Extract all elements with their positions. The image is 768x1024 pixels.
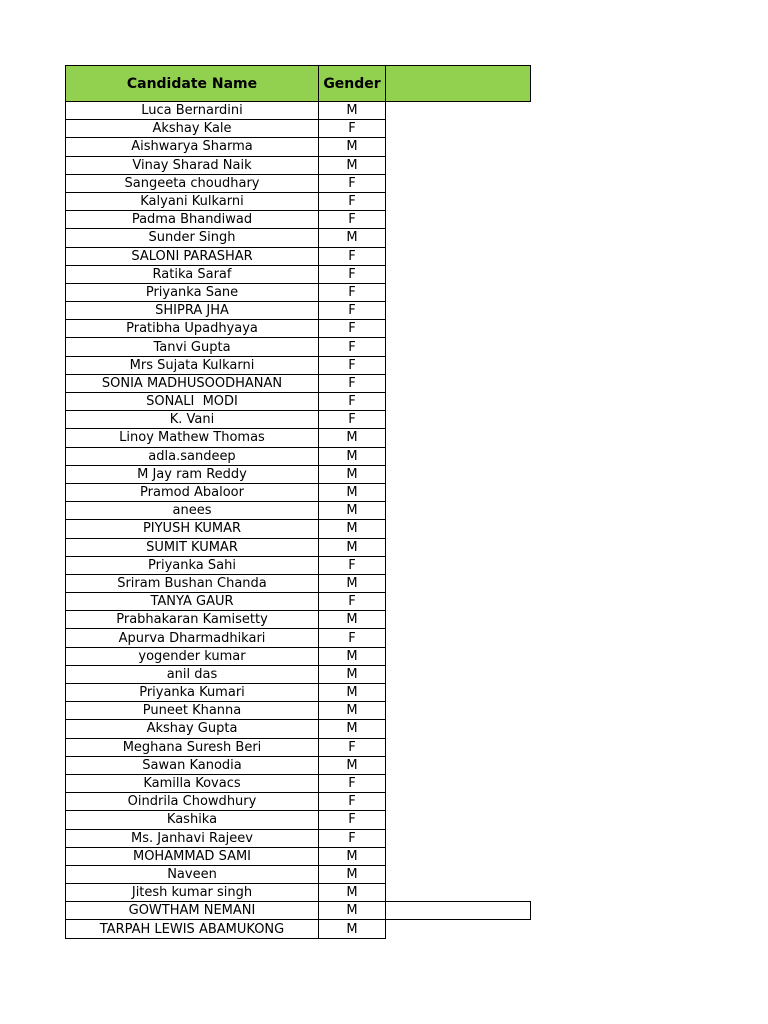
table-row [65,739,531,757]
cell-blank [385,375,531,393]
table-row [65,684,531,702]
table-row [65,211,531,229]
cell-candidate-name: K. Vani [65,411,319,429]
table-row [65,193,531,211]
table-row [65,902,531,920]
cell-candidate-name: SALONI PARASHAR [65,248,319,266]
cell-candidate-name: TARPAH LEWIS ABAMUKONG [65,920,319,938]
table-row [65,248,531,266]
table-row [65,793,531,811]
table-row [65,284,531,302]
table-row [65,920,531,938]
cell-blank [385,793,531,811]
cell-gender: F [318,193,386,211]
cell-gender: F [318,793,386,811]
cell-gender: M [318,539,386,557]
table-row [65,157,531,175]
cell-candidate-name: Priyanka Kumari [65,684,319,702]
cell-gender: M [318,848,386,866]
cell-gender: F [318,593,386,611]
cell-blank [385,138,531,156]
cell-gender: M [318,102,386,120]
cell-candidate-name: Sawan Kanodia [65,757,319,775]
cell-blank [385,175,531,193]
cell-blank [385,338,531,356]
cell-candidate-name: Padma Bhandiwad [65,211,319,229]
cell-gender: M [318,611,386,629]
cell-candidate-name: SUMIT KUMAR [65,539,319,557]
cell-gender: F [318,830,386,848]
cell-gender: M [318,575,386,593]
cell-candidate-name: Ratika Saraf [65,266,319,284]
cell-candidate-name: anil das [65,666,319,684]
cell-candidate-name: Akshay Gupta [65,720,319,738]
table-row [65,830,531,848]
cell-blank [385,648,531,666]
cell-gender: F [318,411,386,429]
cell-candidate-name: Jitesh kumar singh [65,884,319,902]
cell-candidate-name: Linoy Mathew Thomas [65,429,319,447]
table-row [65,102,531,120]
cell-candidate-name: TANYA GAUR [65,593,319,611]
cell-gender: F [318,393,386,411]
table-row [65,429,531,447]
cell-gender: F [318,320,386,338]
cell-gender: M [318,466,386,484]
table-row [65,357,531,375]
cell-gender: M [318,666,386,684]
table-row [65,484,531,502]
cell-candidate-name: Sunder Singh [65,229,319,247]
cell-gender: F [318,211,386,229]
candidate-table [65,65,531,939]
cell-candidate-name: Meghana Suresh Beri [65,739,319,757]
table-body [65,102,531,939]
cell-blank [385,884,531,902]
table-row [65,466,531,484]
cell-gender: F [318,284,386,302]
cell-gender: F [318,338,386,356]
table-row [65,302,531,320]
cell-candidate-name: M Jay ram Reddy [65,466,319,484]
header-candidate-name: Candidate Name [65,65,319,102]
cell-blank [385,739,531,757]
cell-blank [385,830,531,848]
cell-gender: M [318,920,386,938]
cell-gender: M [318,702,386,720]
cell-blank [385,757,531,775]
table-row [65,120,531,138]
cell-gender: F [318,120,386,138]
table-row [65,448,531,466]
cell-gender: F [318,248,386,266]
cell-blank [385,702,531,720]
cell-candidate-name: Puneet Khanna [65,702,319,720]
table-row [65,866,531,884]
cell-gender: M [318,229,386,247]
cell-candidate-name: Tanvi Gupta [65,338,319,356]
cell-blank [385,302,531,320]
cell-candidate-name: MOHAMMAD SAMI [65,848,319,866]
table-row [65,229,531,247]
cell-gender: M [318,502,386,520]
cell-blank [385,666,531,684]
cell-blank [385,848,531,866]
cell-candidate-name: Kalyani Kulkarni [65,193,319,211]
cell-blank [385,629,531,647]
cell-gender: M [318,484,386,502]
header-gender: Gender [318,65,386,102]
table-row [65,575,531,593]
table-header-row [65,65,531,102]
cell-gender: F [318,357,386,375]
table-row [65,557,531,575]
table-row [65,320,531,338]
cell-blank [385,429,531,447]
table-row [65,138,531,156]
cell-candidate-name: Akshay Kale [65,120,319,138]
cell-candidate-name: SONALI MODI [65,393,319,411]
cell-blank [385,411,531,429]
cell-blank [385,120,531,138]
cell-gender: M [318,884,386,902]
cell-gender: M [318,866,386,884]
table-row [65,648,531,666]
cell-blank [385,684,531,702]
table-row [65,520,531,538]
cell-blank [385,229,531,247]
cell-gender: M [318,520,386,538]
table-row [65,702,531,720]
header-blank [385,65,531,102]
cell-blank [385,193,531,211]
cell-gender: M [318,902,386,920]
cell-blank [385,611,531,629]
cell-gender: F [318,557,386,575]
cell-gender: M [318,429,386,447]
cell-candidate-name: Ms. Janhavi Rajeev [65,830,319,848]
cell-blank [385,393,531,411]
cell-candidate-name: SHIPRA JHA [65,302,319,320]
cell-candidate-name: Sriram Bushan Chanda [65,575,319,593]
cell-gender: M [318,757,386,775]
cell-blank [385,811,531,829]
cell-candidate-name: Priyanka Sahi [65,557,319,575]
cell-blank [385,775,531,793]
cell-candidate-name: PIYUSH KUMAR [65,520,319,538]
table-row [65,757,531,775]
cell-gender: F [318,775,386,793]
table-row [65,666,531,684]
cell-blank [385,502,531,520]
cell-blank [385,557,531,575]
cell-blank [385,357,531,375]
cell-blank [385,539,531,557]
cell-blank [385,484,531,502]
table-row [65,629,531,647]
cell-blank [385,266,531,284]
cell-gender: M [318,720,386,738]
cell-candidate-name: Prabhakaran Kamisetty [65,611,319,629]
cell-gender: F [318,629,386,647]
cell-blank [385,248,531,266]
cell-candidate-name: anees [65,502,319,520]
table-row [65,811,531,829]
table-row [65,175,531,193]
cell-blank [385,920,531,938]
cell-candidate-name: Naveen [65,866,319,884]
table-row [65,393,531,411]
cell-candidate-name: Priyanka Sane [65,284,319,302]
cell-blank [385,284,531,302]
table-row [65,775,531,793]
cell-candidate-name: Sangeeta choudhary [65,175,319,193]
cell-candidate-name: Pramod Abaloor [65,484,319,502]
cell-candidate-name: GOWTHAM NEMANI [65,902,319,920]
table-row [65,375,531,393]
cell-gender: M [318,648,386,666]
cell-gender: M [318,448,386,466]
table-row [65,539,531,557]
cell-gender: M [318,684,386,702]
cell-gender: F [318,302,386,320]
cell-candidate-name: Oindrila Chowdhury [65,793,319,811]
cell-gender: F [318,739,386,757]
cell-candidate-name: yogender kumar [65,648,319,666]
cell-candidate-name: Kashika [65,811,319,829]
cell-candidate-name: Mrs Sujata Kulkarni [65,357,319,375]
cell-gender: M [318,138,386,156]
table-row [65,720,531,738]
table-row [65,502,531,520]
cell-blank [385,157,531,175]
table-row [65,411,531,429]
cell-blank [385,593,531,611]
cell-blank [385,211,531,229]
cell-candidate-name: adla.sandeep [65,448,319,466]
table-row [65,611,531,629]
cell-blank [385,866,531,884]
cell-blank [385,466,531,484]
cell-gender: F [318,175,386,193]
cell-gender: M [318,157,386,175]
cell-blank [385,575,531,593]
cell-blank [385,320,531,338]
cell-blank [385,901,531,920]
cell-candidate-name: Kamilla Kovacs [65,775,319,793]
cell-blank [385,520,531,538]
cell-gender: F [318,266,386,284]
table-row [65,884,531,902]
cell-blank [385,102,531,120]
cell-blank [385,448,531,466]
cell-gender: F [318,811,386,829]
cell-gender: F [318,375,386,393]
table-row [65,593,531,611]
cell-candidate-name: Pratibha Upadhyaya [65,320,319,338]
table-row [65,338,531,356]
cell-candidate-name: Luca Bernardini [65,102,319,120]
cell-candidate-name: Aishwarya Sharma [65,138,319,156]
table-row [65,266,531,284]
cell-blank [385,720,531,738]
cell-candidate-name: Vinay Sharad Naik [65,157,319,175]
cell-candidate-name: SONIA MADHUSOODHANAN [65,375,319,393]
cell-candidate-name: Apurva Dharmadhikari [65,629,319,647]
table-row [65,848,531,866]
